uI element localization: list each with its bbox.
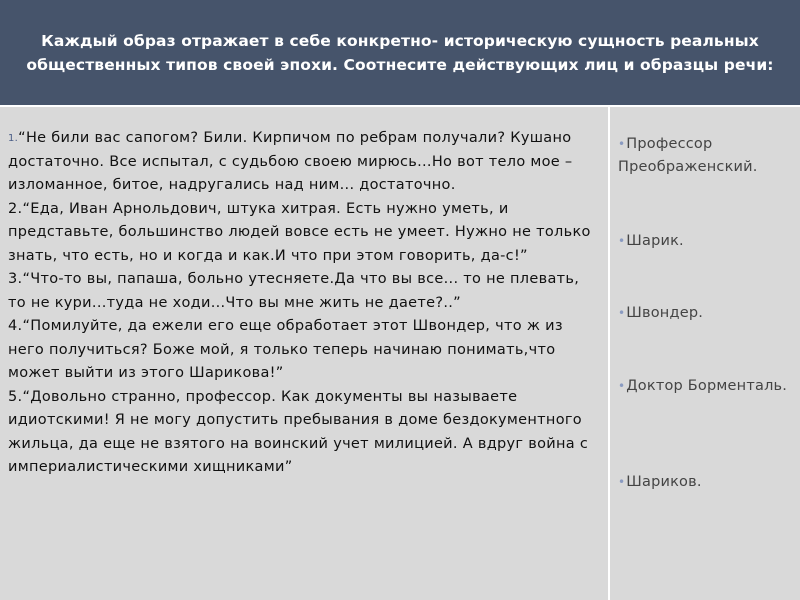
character-label: Доктор Борменталь. xyxy=(626,378,788,394)
quote-number: 1. xyxy=(8,133,19,144)
character-item xyxy=(618,133,794,179)
character-label: Профессор Преображенский. xyxy=(618,136,758,175)
matching-table xyxy=(0,107,800,600)
quote-text: “Довольно странно, профессор. Как документы вы называете идиотскими! Я не могу допустить пребывания в доме бездокументного жильца, да еще не взятого на воинский учет милицией. А вдруг война с империалистическими хищниками” xyxy=(8,388,589,475)
quotes-cell xyxy=(0,107,610,600)
character-label: Швондер. xyxy=(626,305,704,321)
quote-2 xyxy=(8,198,598,269)
quote-number: 5. xyxy=(8,388,23,405)
bullet-icon: • xyxy=(618,475,626,489)
character-item xyxy=(618,230,794,253)
characters-cell xyxy=(610,107,800,600)
character-item xyxy=(618,302,794,325)
slide-title: Каждый образ отражает в себе конкретно- историческую сущность реальных общественных типов своей эпохи. Соотнесите действующих лиц и образцы речи: xyxy=(26,31,774,74)
quote-text: “Еда, Иван Арнольдович, штука хитрая. Есть нужно уметь, и представьте, большинство людей вовсе есть не умеет. Нужно не только знать, что есть, но и когда и как.И что при этом говорить, да-с!” xyxy=(8,200,591,264)
quote-text: “Что-то вы, папаша, больно утесняете.Да что вы все... то не плевать, то не кури...туда не ходи...Что вы мне жить не даете?..” xyxy=(8,271,580,311)
quote-number: 3. xyxy=(8,271,23,287)
bullet-icon: • xyxy=(618,137,626,151)
character-item xyxy=(618,375,794,398)
quote-number: 2. xyxy=(8,200,23,217)
character-label: Шариков. xyxy=(626,474,702,490)
quote-3 xyxy=(8,268,598,315)
quote-number: 4. xyxy=(8,318,23,334)
quote-text: “Помилуйте, да ежели его еще обработает этот Швондер, что ж из него получиться? Боже мой, я только теперь начинаю понимать,что может выйти из этого Шарикова!” xyxy=(8,318,563,381)
header-bar xyxy=(0,0,800,105)
bullet-icon: • xyxy=(618,234,626,248)
quote-text: “Не били вас сапогом? Били. Кирпичом по ребрам получали? Кушано достаточно. Все испытал, с судьбою своею мирюсь...Но вот тело мое – изломанное, битое, надругались над ним... достаточно. xyxy=(8,130,573,193)
quote-1 xyxy=(8,127,598,198)
character-item xyxy=(618,471,794,494)
character-label: Шарик. xyxy=(626,233,684,249)
bullet-icon: • xyxy=(618,379,626,393)
quote-5 xyxy=(8,386,598,480)
quote-4 xyxy=(8,315,598,386)
bullet-icon: • xyxy=(618,306,626,320)
